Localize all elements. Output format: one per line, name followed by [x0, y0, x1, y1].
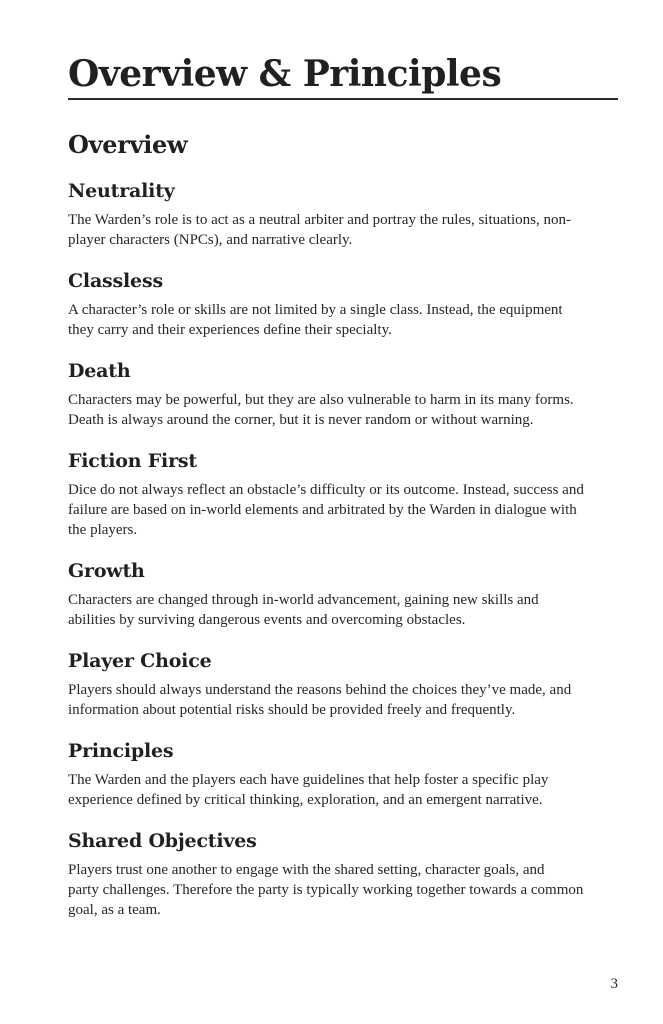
section-neutrality [68, 178, 618, 250]
section-heading-shared-objectives: Shared Objectives [68, 830, 257, 852]
section-heading-player-choice: Player Choice [68, 650, 212, 672]
section-principles [68, 738, 618, 810]
section-heading-principles: Principles [68, 740, 174, 762]
section-body-growth: Characters are changed through in-world advancement, gaining new skills and abilities by surviving dangerous events and overcoming obstacles. [68, 592, 539, 628]
page-number: 3 [610, 976, 618, 992]
section-body-death: Characters may be powerful, but they are also vulnerable to harm in its many forms. Death is always around the corner, but it is never random or without warning. [68, 392, 574, 428]
overview-heading: Overview [68, 130, 188, 159]
page-title: Overview & Principles [68, 54, 618, 100]
section-body-player-choice: Players should always understand the reasons behind the choices they’ve made, and information about potential risks should be provided freely and frequently. [68, 682, 572, 718]
section-fiction-first [68, 448, 618, 540]
section-heading-growth: Growth [68, 560, 145, 582]
section-body-shared-objectives: Players trust one another to engage with the shared setting, character goals, and party challenges. Therefore the party is typically working together towards a common goal, as a team. [68, 862, 584, 918]
section-body-classless: A character’s role or skills are not limited by a single class. Instead, the equipment they carry and their experiences define their specialty. [68, 302, 563, 338]
section-shared-objectives [68, 828, 618, 920]
section-heading-neutrality: Neutrality [68, 180, 175, 202]
section-growth [68, 558, 618, 630]
section-heading-death: Death [68, 360, 131, 382]
section-classless [68, 268, 618, 340]
section-death [68, 358, 618, 430]
section-player-choice [68, 648, 618, 720]
section-heading-fiction-first: Fiction First [68, 450, 197, 472]
section-body-principles: The Warden and the players each have guidelines that help foster a specific play experience defined by critical thinking, exploration, and an emergent narrative. [68, 772, 549, 808]
section-body-fiction-first: Dice do not always reflect an obstacle’s difficulty or its outcome. Instead, success and failure are based on in-world elements and arbitrated by the Warden in dialogue with the players. [68, 482, 584, 538]
section-body-neutrality: The Warden’s role is to act as a neutral arbiter and portray the rules, situations, non- player characters (NPCs), and narrative clearly. [68, 212, 571, 248]
section-heading-classless: Classless [68, 270, 163, 292]
